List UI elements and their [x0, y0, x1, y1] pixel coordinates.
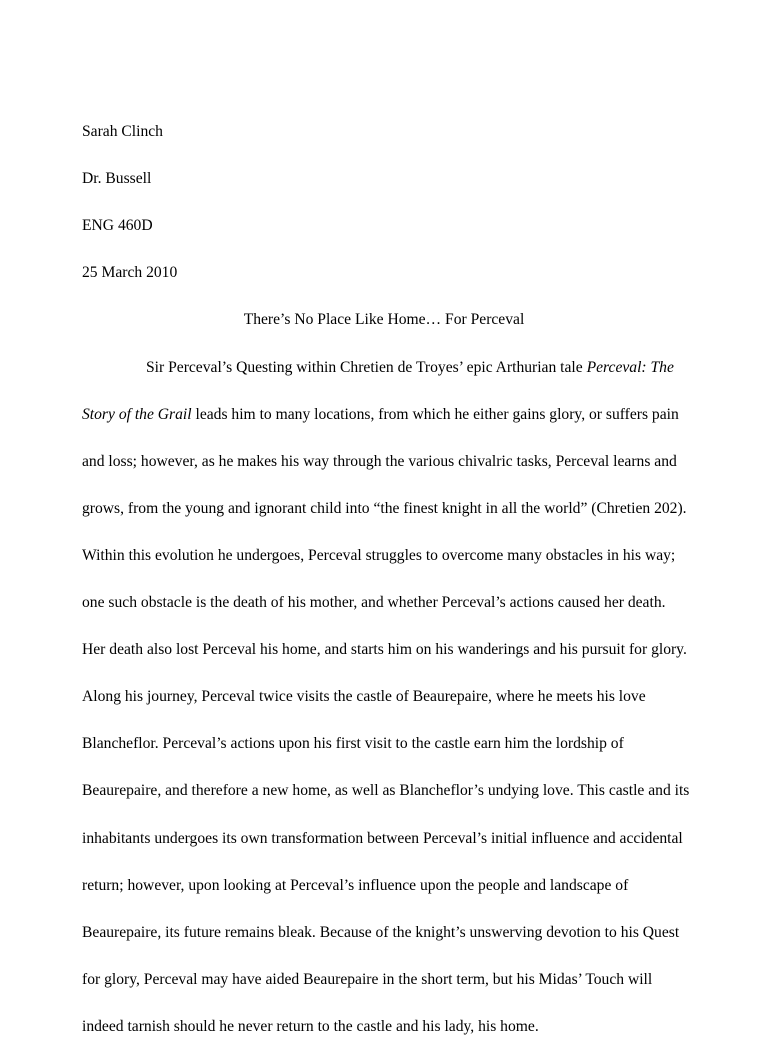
- paragraph-line: Her death also lost Perceval his home, and starts him on his wanderings and his pursuit for glory.: [82, 641, 687, 658]
- paragraph-line: for glory, Perceval may have aided Beaurepaire in the short term, but his Midas’ Touch will: [82, 971, 653, 988]
- document-title: There’s No Place Like Home… For Perceval: [243, 311, 525, 328]
- paragraph-line: one such obstacle is the death of his mother, and whether Perceval’s actions caused her death.: [82, 594, 666, 611]
- course-code: ENG 460D: [82, 217, 153, 234]
- paragraph-line: Along his journey, Perceval twice visits the castle of Beaurepaire, where he meets his love: [82, 688, 646, 705]
- paragraph-line: and loss; however, as he makes his way through the various chivalric tasks, Perceval learns and: [82, 453, 677, 470]
- document-date: 25 March 2010: [82, 264, 178, 281]
- paragraph-line: Sir Perceval’s Questing within Chretien de Troyes’ epic Arthurian tale Perceval: The: [146, 359, 674, 376]
- paragraph-line: Story of the Grail leads him to many locations, from which he either gains glory, or suffers pain: [82, 406, 679, 423]
- paragraph-line: grows, from the young and ignorant child into “the finest knight in all the world” (Chretien 202).: [82, 500, 687, 517]
- paragraph-line: Blancheflor. Perceval’s actions upon his first visit to the castle earn him the lordship of: [82, 735, 624, 752]
- author-name: Sarah Clinch: [82, 123, 163, 140]
- paragraph-line: Beaurepaire, and therefore a new home, as well as Blancheflor’s undying love. This castle and its: [82, 782, 690, 799]
- instructor-name: Dr. Bussell: [82, 170, 152, 187]
- paragraph-line: inhabitants undergoes its own transformation between Perceval’s initial influence and accidental: [82, 830, 683, 847]
- paragraph-line: indeed tarnish should he never return to the castle and his lady, his home.: [82, 1018, 539, 1035]
- paragraph-line: return; however, upon looking at Perceval’s influence upon the people and landscape of: [82, 877, 629, 894]
- paragraph-line: Within this evolution he undergoes, Perceval struggles to overcome many obstacles in his way;: [82, 547, 676, 564]
- book-title-part: Story of the Grail: [82, 406, 192, 423]
- book-title-part: Perceval: The: [586, 359, 674, 376]
- paragraph-line: Beaurepaire, its future remains bleak. Because of the knight’s unswerving devotion to his Quest: [82, 924, 680, 941]
